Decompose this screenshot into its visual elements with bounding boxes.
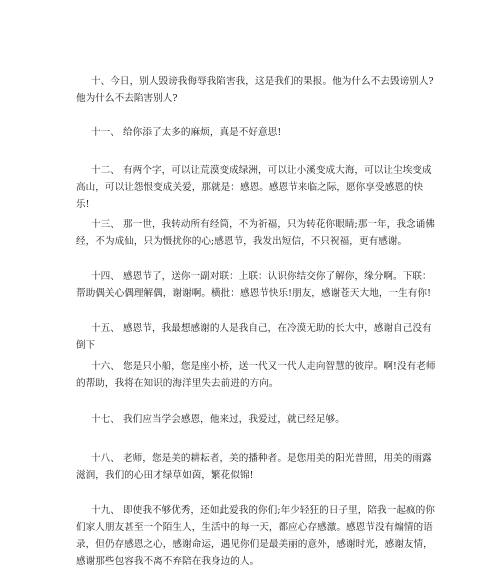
paragraph-18: 十八、 老师，您是美的耕耘者，美的播种者。是您用美的阳光普照，用美的雨露滋润，我们的心田才绿草如茵，繁花似锦! [76,453,432,481]
paragraph-12: 十二、 有两个字，可以让荒漠变成绿洲，可以让小溪变成大海，可以让尘埃变成高山，可以让怨恨变成关爱，那就是：感恩。感恩节来临之际，愿你享受感恩的快乐! [76,165,432,210]
paragraph-13: 十三、 那一世，我转动所有经筒，不为祈福，只为转花你眼睛;那一年，我念诵佛经，不为成仙，只为慑扰你的心;感恩节，我发出短信，不只祝福，更有感谢。 [76,219,435,247]
paragraph-19: 十九、 即使我不够优秀，还如此爱我的你们;年少轻狂的日子里，陪我一起疯的你们家人朋友甚至一个陌生人，生活中的每一天，都应心存感激。感恩节没有煽情的语录，但仍存感恩之心，感谢命运，遇见你们是最美丽的意外，感谢时光，感谢友情，感谢那些包容我不离不弃陪在我身边的人。 [76,505,435,567]
paragraph-10: 十、今日，别人毁谤我侮辱我陷害我，这是我们的果报。他为什么不去毁谤别人?他为什么不去陷害别人? [76,76,434,104]
paragraph-15: 十五、 感恩节，我最想感谢的人是我自己，在冷漠无助的长大中，感谢自己没有倒下 [76,323,432,351]
paragraph-17: 十七、 我们应当学会感恩，他来过，我爱过，就已经足够。 [91,414,345,425]
paragraph-16: 十六、 您是只小船，您是座小桥，送一代又一代人走向智慧的彼岸。啊!没有老师的帮助，我将在知识的海洋里失去前进的方向。 [76,361,436,389]
paragraph-11: 十一、 给你添了太多的麻烦，真是不好意思! [91,127,282,138]
paragraph-14: 十四、 感恩节了，送你一副对联：上联：认识你结交你了解你，缘分啊。下联：帮助偶关心偶理解偶，谢谢啊。横批：感恩节快乐!朋友，感谢苍天大地，一生有你! [76,271,432,299]
